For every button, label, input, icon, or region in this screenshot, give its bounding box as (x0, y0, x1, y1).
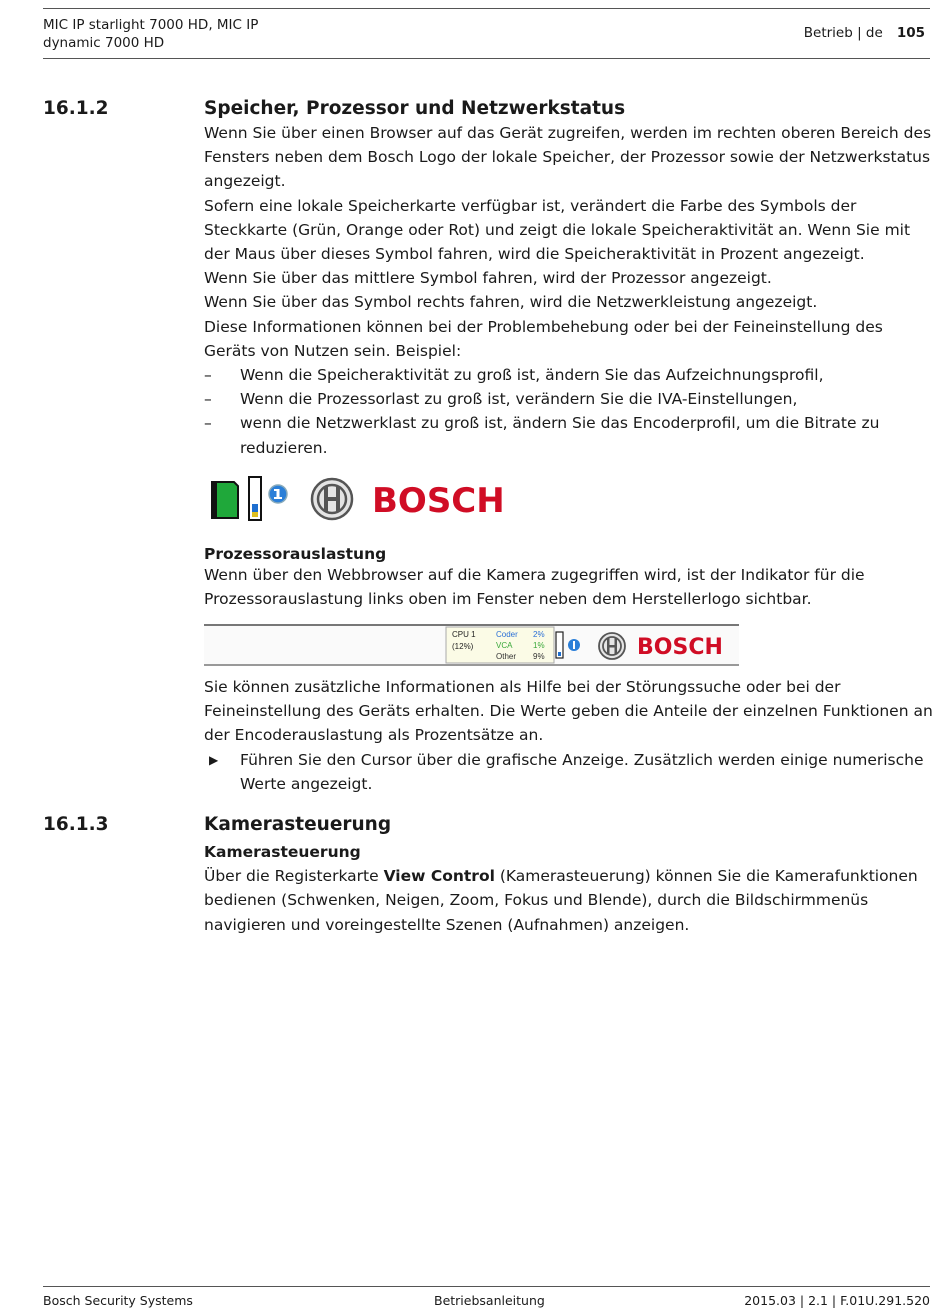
list-item (204, 387, 934, 411)
bosch-armature-icon (312, 479, 352, 519)
status-icons-figure (208, 472, 508, 524)
cpu-bar-icon (249, 477, 261, 520)
header-section: Betrieb | de (803, 25, 883, 41)
step-item (204, 748, 934, 796)
section-16-1-2-body (204, 121, 934, 460)
cpu-label: CPU 1 (452, 630, 476, 639)
step-arrow-icon: ▶ (209, 752, 219, 767)
section-number-16-1-2: 16.1.2 (43, 98, 109, 119)
section-16-1-3-body (204, 840, 934, 937)
paragraph: Wenn Sie über das Symbol rechts fahren, wird die Netzwerkleistung angezeigt. (204, 293, 818, 312)
header-product (43, 16, 303, 52)
dash-bullet: – (204, 414, 212, 433)
other-value: 9% (533, 652, 545, 661)
cpu-bar-icon[interactable] (556, 632, 563, 658)
dash-bullet: – (204, 366, 212, 385)
paragraph: Wenn über den Webbrowser auf die Kamera zugegriffen wird, ist der Indikator für die Prozessorauslastung links oben im Fenster neben dem Herstellerlogo sichtbar. (204, 566, 865, 609)
header-page-info (804, 25, 925, 41)
header-product-line2: dynamic 7000 HD (43, 35, 165, 51)
vca-label: VCA (496, 641, 513, 650)
view-control-term: View Control (383, 867, 495, 886)
other-label: Other (496, 652, 517, 661)
list-item (204, 363, 934, 387)
network-info-icon[interactable] (568, 639, 580, 651)
paragraph: Sofern eine lokale Speicherkarte verfügbar ist, verändert die Farbe des Symbols der Steckkarte (Grün, Orange oder Rot) und zeigt die lokale Speicheraktivität an. Wenn Sie mit der Maus über dieses Symbol fahren, wird die Speicheraktivität in Prozent angezeigt. (204, 196, 911, 264)
coder-label: Coder (496, 630, 518, 639)
header-product-line1: MIC IP starlight 7000 HD, MIC IP (43, 17, 259, 33)
cpu-load-figure (204, 624, 739, 666)
section-title-16-1-2: Speicher, Prozessor und Netzwerkstatus (204, 98, 626, 119)
cpu-load-text (204, 563, 934, 611)
bosch-armature-icon (599, 633, 625, 659)
header-rule-top (43, 8, 930, 9)
footer-doc-id: 2015.03 | 2.1 | F.01U.291.520 (744, 1293, 930, 1308)
footer-company: Bosch Security Systems (43, 1293, 193, 1308)
coder-value: 2% (533, 630, 545, 639)
after-figure-text (204, 675, 934, 796)
list-item-text: Wenn die Prozessorlast zu groß ist, verändern Sie die IVA-Einstellungen, (240, 390, 798, 409)
network-info-icon (269, 485, 287, 503)
subheading-prozessorauslastung: Prozessorauslastung (204, 545, 387, 563)
step-text: Führen Sie den Cursor über die grafische Anzeige. Zusätzlich werden einige numerische Werte angezeigt. (240, 750, 924, 793)
list-item-text: wenn die Netzwerklast zu groß ist, ändern Sie das Encoderprofil, um die Bitrate zu reduzieren. (240, 414, 880, 457)
subheading-kamerasteuerung: Kamerasteuerung (204, 843, 361, 861)
paragraph: Wenn Sie über das mittlere Symbol fahren, wird der Prozessor angezeigt. (204, 269, 772, 288)
paragraph: Diese Informationen können bei der Problembehebung oder bei der Feineinstellung des Geräts von Nutzen sein. Beispiel: (204, 317, 883, 360)
paragraph: Sie können zusätzliche Informationen als Hilfe bei der Störungssuche oder bei der Feineinstellung des Geräts erhalten. Die Werte geben die Anteile der einzelnen Funktionen an der Encoderauslastung als Prozentsätze an. (204, 678, 933, 745)
paragraph (204, 864, 934, 937)
list-item-text: Wenn die Speicheraktivität zu groß ist, ändern Sie das Aufzeichnungsprofil, (240, 366, 824, 385)
text-before: Über die Registerkarte (204, 867, 384, 886)
vca-value: 1% (533, 641, 545, 650)
text-after: (Kamerasteuerung) können Sie die Kamerafunktionen bedienen (Schwenken, Neigen, Zoom, Fokus und Blende), durch die Bildschirmmenüs navigieren und voreingestellte Szenen (Aufnahmen) anzeigen. (204, 867, 918, 934)
paragraph: Wenn Sie über einen Browser auf das Gerät zugreifen, werden im rechten oberen Bereich des Fensters neben dem Bosch Logo der lokale Speicher, der Prozessor sowie der Netzwerkstatus angezeigt. (204, 124, 932, 191)
page-number: 105 (896, 25, 925, 41)
cpu-load-tooltip (446, 627, 554, 663)
section-title-16-1-3: Kamerasteuerung (204, 814, 392, 835)
dash-bullet: – (204, 390, 212, 409)
list-item (204, 411, 934, 459)
header-rule-bottom (43, 58, 930, 59)
bosch-logo-text: BOSCH (372, 481, 505, 521)
sd-card-icon (212, 482, 238, 518)
cpu-percent: (12%) (452, 642, 474, 651)
bosch-logo-text: BOSCH (637, 635, 723, 660)
footer-doc-type: Betriebsanleitung (434, 1293, 545, 1308)
section-number-16-1-3: 16.1.3 (43, 814, 109, 835)
footer-rule (43, 1286, 930, 1287)
